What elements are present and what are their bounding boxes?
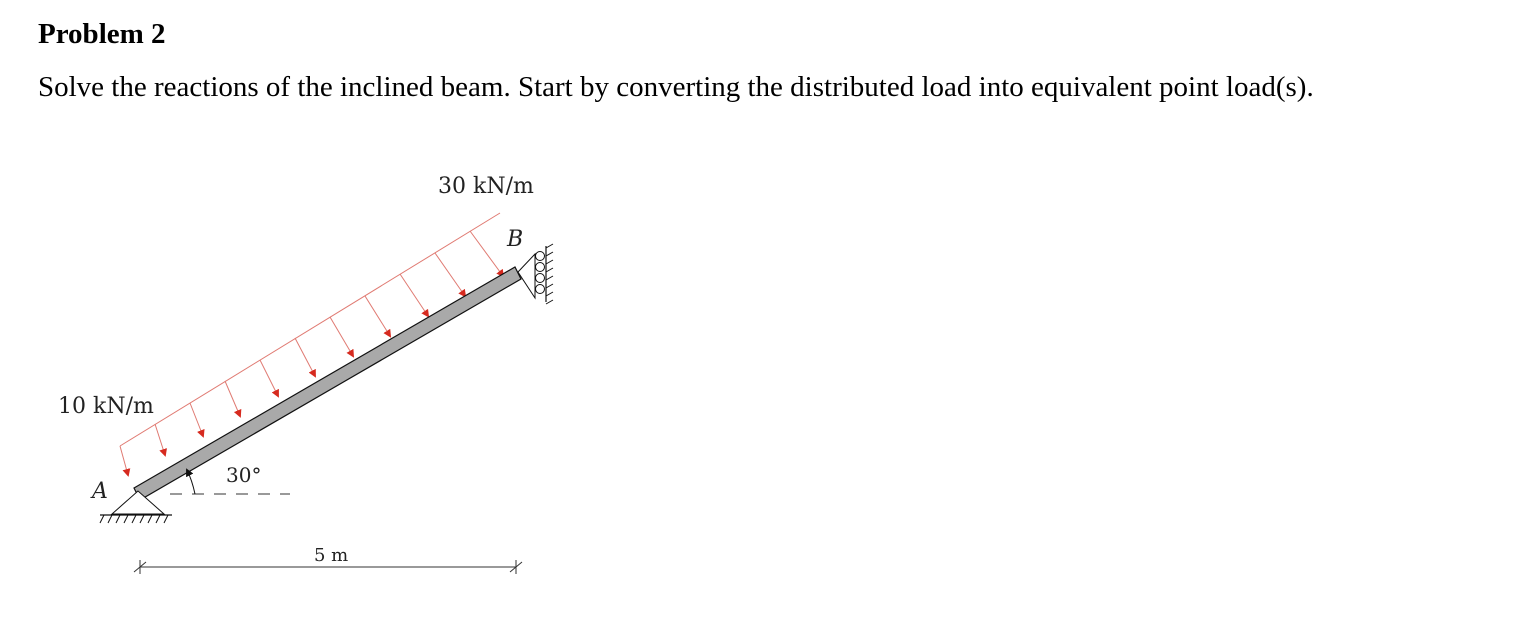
problem-statement: Solve the reactions of the inclined beam. Start by converting the distributed load into equivalent point load(s). xyxy=(38,71,1314,103)
point-label-a: A xyxy=(92,479,108,504)
angle-label: 30° xyxy=(226,463,262,487)
inclined-beam xyxy=(134,267,521,500)
load-arrow xyxy=(260,360,278,396)
load-arrow xyxy=(120,446,128,475)
load-envelope-line xyxy=(120,213,500,446)
load-arrow xyxy=(435,253,465,296)
load-label-left: 10 kN/m xyxy=(58,394,154,419)
problem-title: Problem 2 xyxy=(38,18,166,50)
load-arrow xyxy=(225,381,240,416)
load-arrow xyxy=(295,338,315,376)
roller-support-b xyxy=(518,244,553,304)
pin-support-a xyxy=(100,491,172,523)
load-arrow xyxy=(365,296,390,336)
load-arrow xyxy=(400,274,428,316)
load-arrow xyxy=(330,317,353,356)
point-label-b: B xyxy=(507,227,524,252)
distributed-load-arrows xyxy=(120,231,503,475)
load-label-right: 30 kN/m xyxy=(438,174,534,199)
load-arrow xyxy=(470,231,503,276)
load-arrow xyxy=(190,403,203,436)
load-arrow xyxy=(155,424,165,455)
span-label: 5 m xyxy=(314,545,349,566)
